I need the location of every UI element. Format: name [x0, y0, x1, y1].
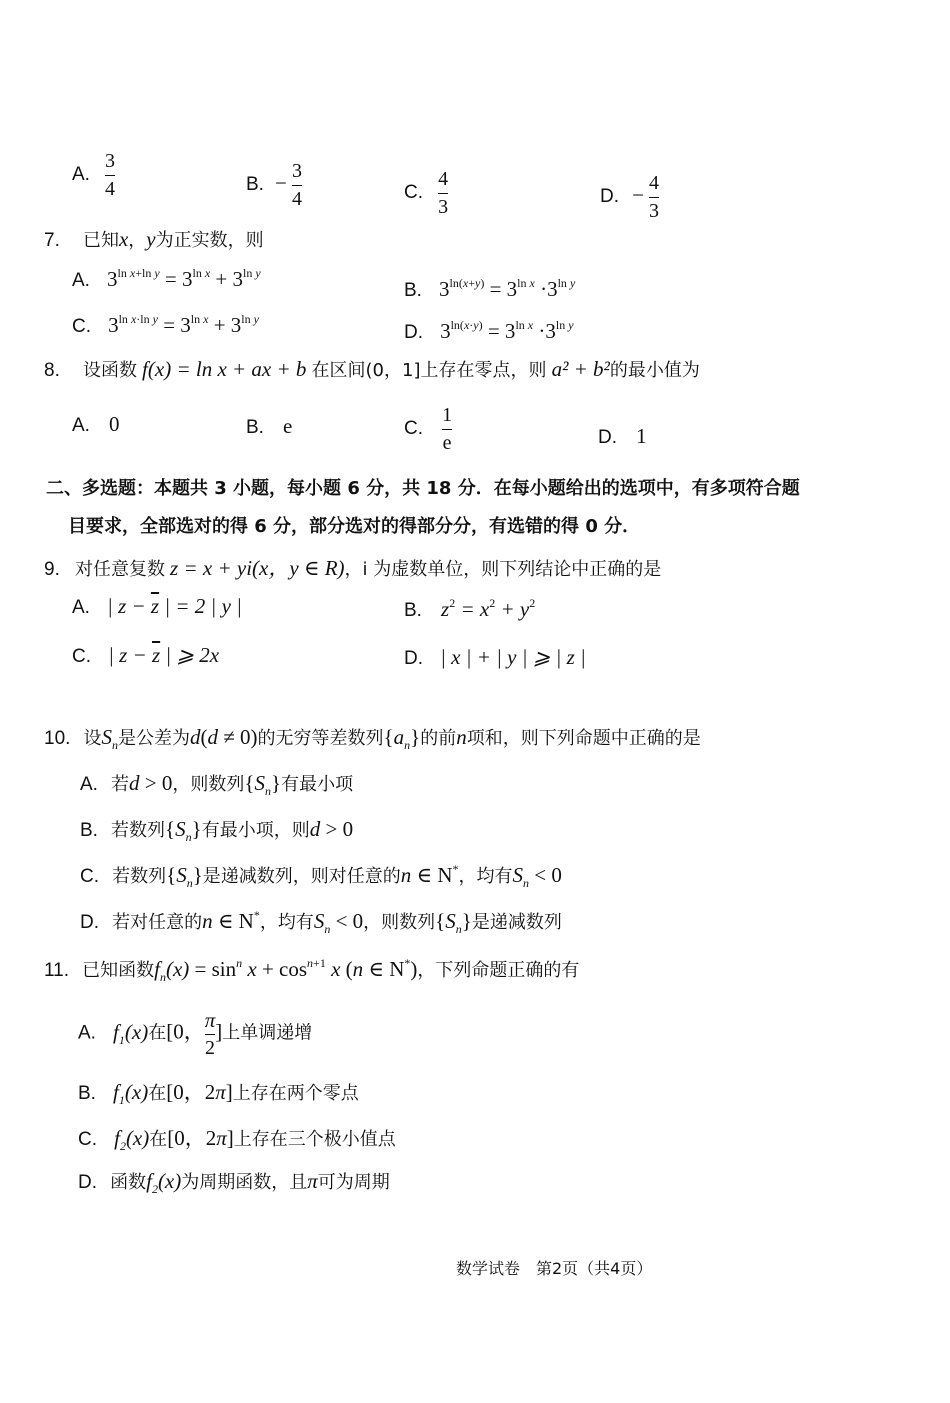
- q8-stem-a: 设函数: [82, 360, 137, 381]
- q6-option-b-num: 3: [291, 160, 302, 182]
- q7-number: 7.: [44, 230, 60, 251]
- q7-sep: ，: [128, 230, 147, 251]
- q11-stem-a: 已知函数: [82, 960, 155, 981]
- q8-option-d: [598, 424, 647, 449]
- q6-option-c-label: C.: [404, 182, 423, 203]
- q9-stem-a: 对任意复数: [74, 559, 165, 580]
- q10-option-d: D. 若对任意的n ∈ N*，均有$S_n < 0$，则数列$\{S_n\}$是递减数列: [80, 908, 562, 936]
- q7-option-c-label: C.: [72, 316, 91, 337]
- q9-stem-b: ，i 为虚数单位，则下列结论中正确的是: [344, 559, 662, 580]
- q10-option-d-label: D.: [80, 912, 99, 933]
- q8-option-d-value: 1: [636, 424, 647, 448]
- q10-option-c-text-2: 是递减数列，则对任意的: [202, 866, 401, 887]
- q6-option-b-fraction: [292, 160, 302, 211]
- q10-stem-d: 的前: [420, 728, 457, 749]
- q11-option-b: B. $f_1(x)$在[0，2π]上存在两个零点: [78, 1080, 359, 1107]
- q10-option-d-text-1: 若对任意的: [112, 912, 203, 933]
- q6-option-b: [246, 160, 302, 211]
- q10-stem-b: 是公差为: [118, 728, 191, 749]
- q11-option-b-text-2: 上存在两个零点: [232, 1083, 359, 1104]
- q6-option-c-num: 4: [438, 168, 449, 190]
- q6-option-c-fraction: [438, 168, 448, 219]
- q6-option-c-den: 3: [438, 196, 449, 218]
- q11-option-a: A. $f_1(x)$在[0， $\frac{\pi}{2}$ ]上单调递增: [78, 1008, 313, 1060]
- page-footer: 数学试卷 第2页（共4页）: [456, 1259, 653, 1278]
- q11-option-d-text-1: 函数: [110, 1172, 147, 1193]
- q6-option-d-label: D.: [600, 186, 619, 207]
- q8-option-a-value: 0: [109, 412, 120, 436]
- q11-option-b-text-1: 在: [148, 1083, 167, 1104]
- q9-stem: [44, 552, 661, 582]
- q6-option-b-den: 4: [291, 188, 302, 210]
- q9-option-b-label: B.: [404, 600, 422, 621]
- section2-line2: 目要求，全部选对的得 6 分，部分选对的得部分分，有选错的得 0 分．: [68, 516, 641, 537]
- q8-option-c-label: C.: [404, 418, 423, 439]
- q6-option-a-label: A.: [72, 164, 90, 185]
- q11-option-d: D. 函数$f_2(x)$为周期函数，且π可为周期: [78, 1169, 390, 1196]
- q8-stem: [44, 356, 700, 382]
- q9-option-c-label: C.: [72, 646, 91, 667]
- q8-option-a-label: A.: [72, 415, 90, 436]
- q7-option-a: A. $3^{ln x+ln y} = 3^{ln x} + 3^{ln y}$: [72, 266, 261, 291]
- q9-option-c: C. | $z - \overline{z}$ | ⩾ 2x: [72, 643, 220, 667]
- q6-option-d-fraction: [649, 172, 659, 223]
- q6-option-a-den: 4: [105, 178, 116, 200]
- q8-option-c: [404, 404, 452, 455]
- q7-stem-a: 已知: [82, 230, 119, 251]
- q7-var-x: x: [118, 227, 129, 251]
- section2-line1: 二、多选题：本题共 3 小题，每小题 6 分，共 18 分．在每小题给出的选项中，有多项符合题: [46, 478, 800, 499]
- q10-number: 10.: [44, 728, 71, 749]
- q10-option-b-label: B.: [80, 820, 98, 841]
- q11-option-a-label: A.: [78, 1022, 96, 1044]
- q11-option-d-text-2: 为周期函数，且: [181, 1172, 308, 1193]
- q9-option-d-label: D.: [404, 648, 423, 669]
- q8-option-c-fraction: [442, 404, 452, 455]
- q6-option-d-sign: −: [632, 183, 644, 207]
- q7-option-d: D. $3^{ln(x\cdot y)} = 3^{ln x} \cdot 3^{ln y}$: [404, 318, 574, 343]
- q11-option-a-text-2: 上单调递增: [222, 1022, 313, 1044]
- q8-option-a: [72, 412, 120, 437]
- q10-stem-c: 的无穷等差数列: [257, 728, 384, 749]
- q8-option-c-den: e: [442, 432, 452, 454]
- q8-stem-c: 的最小值为: [609, 360, 700, 381]
- q10-option-a-text-3: 有最小项: [281, 774, 354, 795]
- q6-option-c: [404, 168, 448, 219]
- q11-option-d-label: D.: [78, 1172, 97, 1193]
- q10-option-c: C. 若数列$\{S_n\}$是递减数列，则对任意的n ∈ N*，均有$S_n < 0$: [80, 862, 562, 890]
- q6-option-d-den: 3: [649, 200, 660, 222]
- q11-option-c-text-2: 上存在三个极小值点: [233, 1129, 396, 1150]
- q10-option-a-text-2: ，则数列: [172, 774, 245, 795]
- q9-option-b: B. $z^2 = x^2 + y^2$: [404, 596, 536, 621]
- q7-var-y: y: [146, 227, 156, 251]
- q9-option-a-label: A.: [72, 597, 90, 618]
- q10-stem-e: 项和，则下列命题中正确的是: [466, 728, 701, 749]
- q10-option-a-label: A.: [80, 774, 98, 795]
- q6-option-d-num: 4: [649, 172, 660, 194]
- q10-option-a: A. 若d > 0，则数列$\{S_n\}$有最小项: [80, 771, 354, 798]
- q11-option-c-text-1: 在: [149, 1129, 168, 1150]
- q8-number: 8.: [44, 360, 60, 381]
- q6-option-a-fraction: [105, 150, 115, 201]
- q8-stem-b: 在区间(0，1]上存在零点，则: [311, 360, 547, 381]
- q9-option-d: D. | x | + | y | ⩾ | z |: [404, 645, 586, 669]
- q10-option-d-text-3: ，则数列: [363, 912, 436, 933]
- q11-number: 11.: [44, 960, 70, 981]
- q10-option-b: B. 若数列$\{S_n\}$有最小项，则d > 0: [80, 817, 354, 844]
- q9-option-a: A. | $z - \overline{z}$ | = 2 | y |: [72, 594, 242, 618]
- q9-number: 9.: [44, 559, 60, 580]
- q9-expr: z = x + yi(x，y ∈ R): [170, 556, 345, 580]
- q8-func: f(x) = ln x + ax + b: [142, 357, 307, 381]
- q10-stem-a: 设: [83, 728, 102, 749]
- q11-stem-b: ，下列命题正确的有: [417, 960, 580, 981]
- q8-option-b-value: e: [283, 414, 293, 438]
- q11-option-a-text-1: 在: [148, 1022, 167, 1044]
- q8-option-b: [246, 414, 292, 439]
- q10-option-c-text-1: 若数列: [112, 866, 167, 887]
- q10-option-b-text-2: 有最小项，则: [201, 820, 310, 841]
- q6-option-a: [72, 150, 115, 201]
- q7-option-b-label: B.: [404, 280, 422, 301]
- q11-option-c: C. $f_2(x)$在[0，2π]上存在三个极小值点: [78, 1126, 396, 1153]
- q11-option-b-label: B.: [78, 1083, 96, 1104]
- q11-stem: 11. 已知函数$f_n(x) = \sin^n x + \cos^{n+1} x$ (n ∈ N*)，下列命题正确的有: [44, 956, 580, 984]
- q8-expr: a² + b²: [551, 357, 610, 381]
- q7-stem: [44, 226, 264, 252]
- q8-option-b-label: B.: [246, 417, 264, 438]
- q8-option-d-label: D.: [598, 427, 617, 448]
- q11-option-c-label: C.: [78, 1129, 97, 1150]
- q8-option-c-num: 1: [442, 404, 453, 426]
- q6-option-d: [600, 172, 659, 223]
- q10-stem: 10. 设$S_n$是公差为d(d ≠ 0)的无穷等差数列$\{a_n\}$的前n项和，则下列命题中正确的是: [44, 725, 701, 752]
- q10-option-d-text-2: ，均有: [259, 912, 314, 933]
- q10-option-a-text-1: 若: [111, 774, 130, 795]
- q7-option-b: B. $3^{ln(x+y)} = 3^{ln x} \cdot 3^{ln y}$: [404, 276, 576, 301]
- q10-option-d-text-4: 是递减数列: [471, 912, 562, 933]
- q7-option-c: C. $3^{ln x\cdot ln y} = 3^{ln x} + 3^{ln y}$: [72, 312, 259, 337]
- q6-option-b-sign: −: [275, 171, 287, 195]
- q6-option-a-num: 3: [105, 150, 116, 172]
- q7-option-d-label: D.: [404, 322, 423, 343]
- q10-option-c-label: C.: [80, 866, 99, 887]
- q10-option-c-text-3: ，均有: [458, 866, 513, 887]
- q10-option-b-text-1: 若数列: [111, 820, 166, 841]
- q7-stem-b: 为正实数，则: [155, 230, 264, 251]
- q11-option-d-text-3: 可为周期: [317, 1172, 390, 1193]
- q7-option-a-label: A.: [72, 270, 90, 291]
- q6-option-b-label: B.: [246, 174, 264, 195]
